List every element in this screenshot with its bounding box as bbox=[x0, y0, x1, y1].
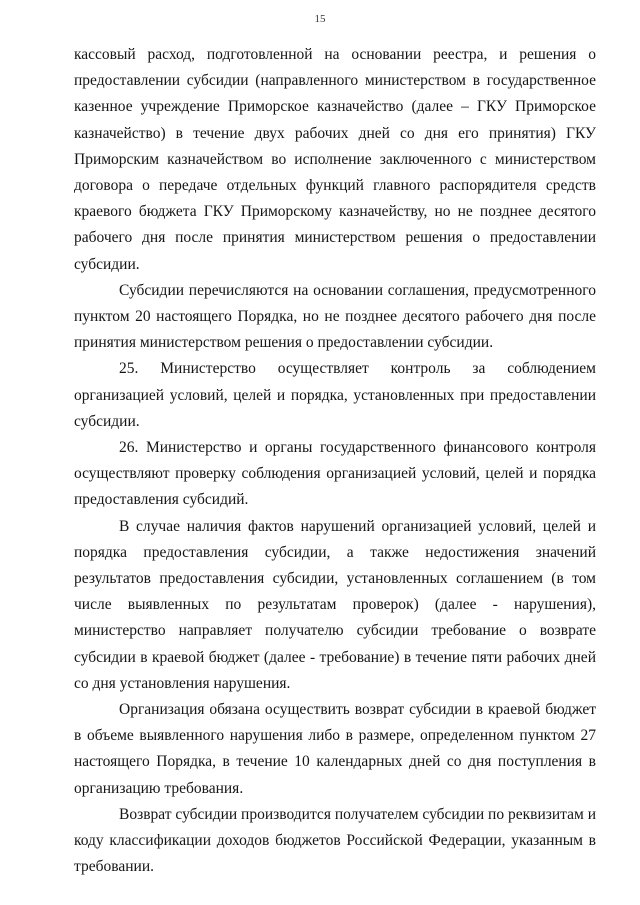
paragraph-subsidy-transfer: Субсидии перечисляются на основании соглашения, предусмотренного пунктом 20 настоящего Порядка, но не позднее десятого рабочего дня после принятия министерством решения о предоставлении субсидии. bbox=[74, 281, 596, 352]
page-number: 15 bbox=[314, 13, 326, 25]
paragraph-item-26: 26. Министерство и органы государственного финансового контроля осуществляют проверку соблюдения организацией условий, целей и порядка предоставления субсидий. bbox=[74, 439, 596, 509]
paragraph-refund-details: Возврат субсидии производится получателем субсидии по реквизитам и коду классификации доходов бюджетов Российской Федерации, указанным в требовании. bbox=[74, 805, 596, 876]
paragraph-item-25: 25. Министерство осуществляет контроль за соблюдением организацией условий, целей и порядка, установленных при предоставлении субсидии. bbox=[74, 360, 596, 430]
paragraph-continuation: кассовый расход, подготовленной на основании реестра, и решения о предоставлении субсидии (направленного министерством в государственное казенное учреждение Приморское казначейство (далее – ГКУ Приморское казначейство) в течение двух рабочих дней со дня его принятия) ГКУ Приморским казначейством во исполнение заключенного с министерством договора о передаче отдельных функций главного распорядителя средств краевого бюджета ГКУ Приморскому казначейству, но не позднее десятого рабочего дня после принятия министерством решения о предоставлении субсидии. bbox=[74, 46, 596, 273]
document-body bbox=[74, 42, 596, 881]
paragraph-refund-obligation: Организация обязана осуществить возврат субсидии в краевой бюджет в объеме выявленного нарушения либо в размере, определенном пунктом 27 настоящего Порядка, в течение 10 календарных дней со дня поступления в организацию требования. bbox=[74, 701, 596, 797]
paragraph-violations: В случае наличия фактов нарушений организацией условий, целей и порядка предоставления субсидии, а также недостижения значений результатов предоставления субсидии, установленных соглашением (в том числе выявленных по результатам проверок) (далее - нарушения), министерство направляет получателю субсидии требование о возврате субсидии в краевой бюджет (далее - требование) в течение пяти рабочих дней со дня установления нарушения. bbox=[74, 517, 596, 692]
